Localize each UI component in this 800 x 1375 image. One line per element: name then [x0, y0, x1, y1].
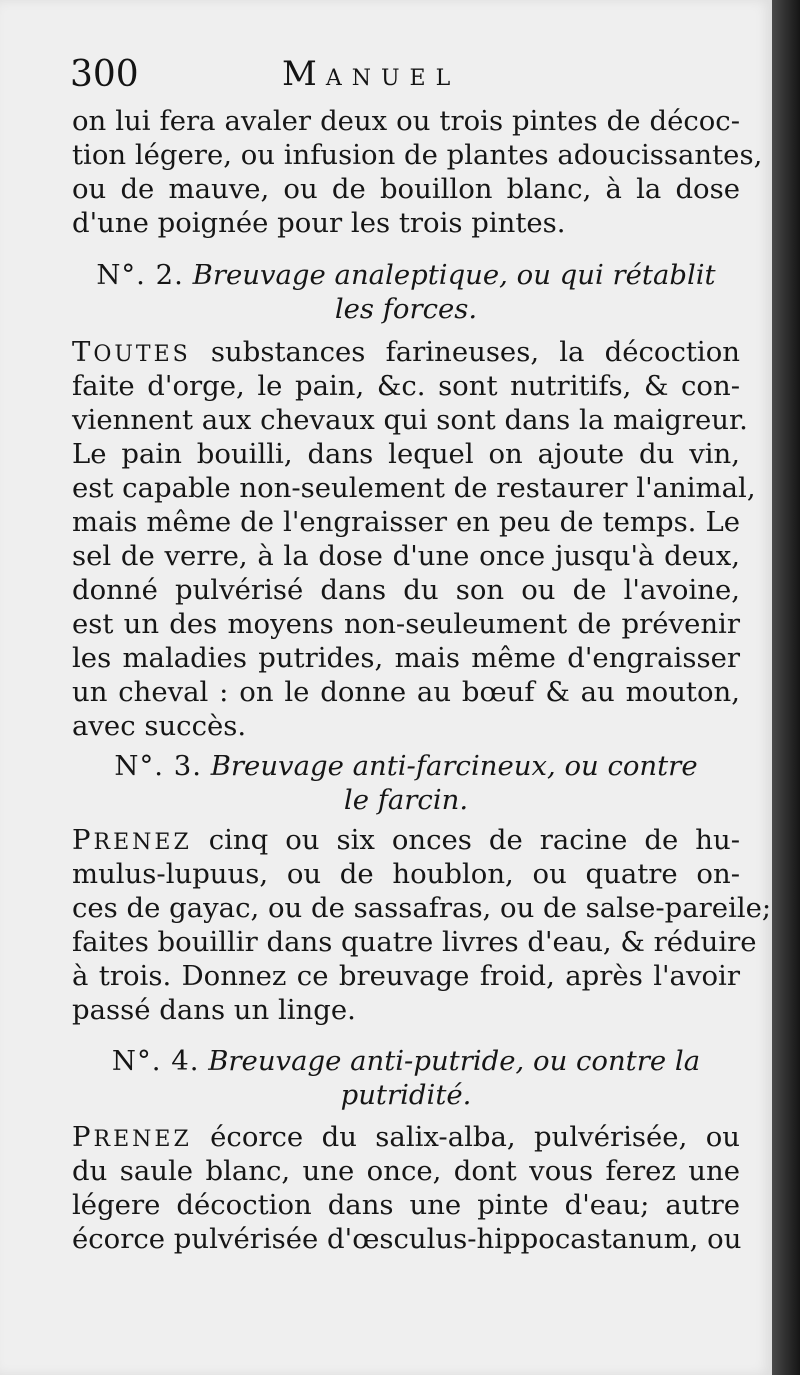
lead-small-caps: RENEZ: [93, 1127, 192, 1152]
text-line: à trois. Donnez ce breuvage froid, après l'avoir: [72, 960, 740, 992]
recipe-number: N°. 3.: [114, 750, 202, 782]
text-line: faite d'orge, le pain, &c. sont nutritifs, & con-: [72, 370, 740, 402]
text-line: légere décoction dans une pinte d'eau; autre: [72, 1189, 740, 1221]
text-line: est un des moyens non-seuleument de prévenir: [72, 608, 740, 640]
recipe-title-continued: les forces.: [334, 293, 478, 325]
text-fragment: écorce du salix-alba, pulvérisée, ou: [191, 1121, 740, 1153]
running-title-initial: M: [282, 54, 326, 94]
recipe-number: N°. 2.: [96, 259, 184, 291]
heading-line: [72, 749, 740, 783]
text-line: mulus-lupuus, ou de houblon, ou quatre on-: [72, 858, 740, 890]
running-title: [282, 54, 460, 94]
recipe-paragraph: [72, 1120, 740, 1256]
recipe-title: Breuvage anti-farcineux, ou contre: [210, 750, 698, 782]
recipe-title: Breuvage anti-putride, ou contre la: [208, 1045, 701, 1077]
text-line: du saule blanc, une once, dont vous ferez une: [72, 1155, 740, 1187]
recipe-heading: [72, 749, 740, 817]
running-title-rest: ANUEL: [325, 66, 461, 91]
text-line: un cheval : on le donne au bœuf & au mouton,: [72, 676, 740, 708]
page-number: 300: [70, 54, 139, 95]
text-line: écorce pulvérisée d'œsculus-hippocastanum, ou: [72, 1223, 742, 1255]
lead-initial: P: [72, 1121, 94, 1153]
heading-line: [72, 258, 740, 292]
text-line: donné pulvérisé dans du son ou de l'avoine,: [72, 574, 740, 606]
text-line: est capable non-seulement de restaurer l'animal,: [72, 472, 756, 504]
text-line: passé dans un linge.: [72, 994, 356, 1026]
lead-initial: T: [72, 336, 94, 368]
text-line: [72, 335, 740, 369]
text-fragment: substances farineuses, la décoction: [190, 336, 740, 368]
paragraph-continuation: [72, 104, 763, 240]
text-line: viennent aux chevaux qui sont dans la maigreur.: [72, 404, 748, 436]
running-head: [70, 48, 730, 98]
lead-initial: P: [72, 824, 94, 856]
lead-small-caps: OUTES: [93, 342, 191, 367]
recipe-title-continued: le farcin.: [343, 784, 469, 816]
recipe-title-continued: putridité.: [340, 1079, 472, 1111]
text-line: les maladies putrides, mais même d'engraisser: [72, 642, 740, 674]
text-line: mais même de l'engraisser en peu de temps. Le: [72, 506, 740, 538]
recipe-paragraph: [72, 335, 756, 743]
text-fragment: cinq ou six onces de racine de hu-: [191, 824, 740, 856]
recipe-number: N°. 4.: [111, 1045, 200, 1077]
text-line: [72, 1120, 740, 1154]
text-line: [72, 823, 740, 857]
lead-small-caps: RENEZ: [93, 830, 192, 855]
recipe-paragraph: [72, 823, 772, 1027]
text-line: faites bouillir dans quatre livres d'eau, & réduire: [72, 926, 757, 958]
text-line: tion légere, ou infusion de plantes adoucissantes,: [72, 139, 763, 171]
recipe-heading: [72, 258, 740, 326]
text-line: on lui fera avaler deux ou trois pintes de décoc-: [72, 105, 740, 137]
text-line: d'une poignée pour les trois pintes.: [72, 207, 566, 239]
text-line: ces de gayac, ou de sassafras, ou de salse-pareile;: [72, 892, 772, 924]
page-edge-shadow: [772, 0, 800, 1375]
heading-line: [72, 1044, 740, 1078]
text-line: Le pain bouilli, dans lequel on ajoute du vin,: [72, 438, 740, 470]
text-line: sel de verre, à la dose d'une once jusqu'à deux,: [72, 540, 740, 572]
text-line: ou de mauve, ou de bouillon blanc, à la dose: [72, 173, 740, 205]
recipe-heading: [72, 1044, 740, 1112]
recipe-title: Breuvage analeptique, ou qui rétablit: [192, 259, 716, 291]
text-line: avec succès.: [72, 710, 247, 742]
